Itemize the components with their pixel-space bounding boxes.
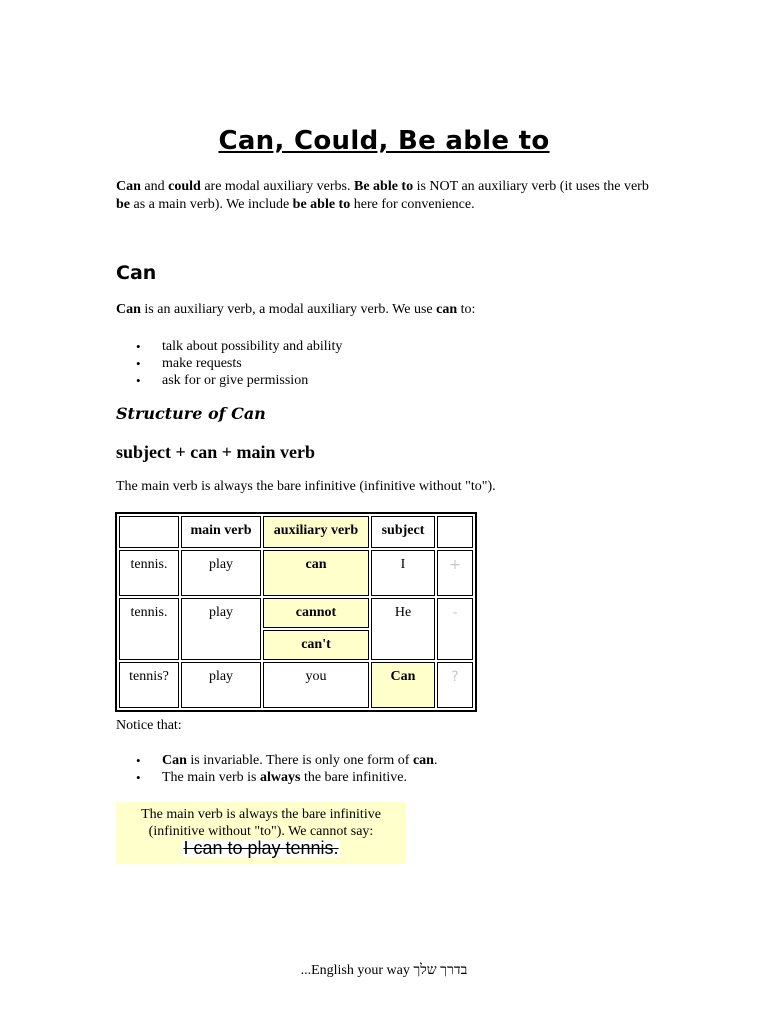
- note-line: The main verb is always the bare infinitive: [141, 807, 381, 822]
- structure-heading: Structure of Can: [116, 404, 266, 423]
- intro-text: Can: [116, 179, 141, 194]
- minus-symbol: -: [437, 598, 473, 660]
- main-verb-note: The main verb is always the bare infinitive (infinitive without "to").: [116, 479, 496, 494]
- table-cell: cannot: [263, 598, 369, 628]
- intro-text: is NOT an auxiliary verb (it uses the verb: [413, 179, 649, 194]
- list-item: • ask for or give permission: [162, 372, 342, 389]
- list-item: [162, 769, 437, 786]
- note-box: [116, 802, 406, 864]
- table-header: [119, 516, 179, 548]
- table-cell: I: [371, 550, 435, 596]
- structure-table: [116, 513, 476, 711]
- notice-text: .: [433, 753, 438, 768]
- list-item: [162, 752, 437, 769]
- intro-text: could: [168, 179, 201, 194]
- notice-text: can: [412, 753, 434, 768]
- table-cell: can't: [263, 630, 369, 660]
- notice-list: [116, 752, 437, 786]
- table-cell: tennis.: [119, 598, 179, 660]
- notice-text: Can: [162, 753, 187, 768]
- can-intro-text: Can: [116, 302, 141, 317]
- intro-paragraph: [116, 178, 661, 214]
- can-heading: Can: [116, 262, 157, 284]
- intro-text: are modal auxiliary verbs.: [200, 179, 354, 194]
- table-cell: play: [181, 550, 261, 596]
- table-cell: you: [263, 662, 369, 708]
- uses-list: [116, 338, 342, 389]
- can-intro-text: to:: [457, 302, 476, 317]
- notice-text: always: [259, 770, 301, 785]
- table-cell: tennis?: [119, 662, 179, 708]
- list-item: • make requests: [162, 355, 342, 372]
- table-row: [119, 516, 473, 548]
- notice-text: the bare infinitive.: [300, 770, 407, 785]
- page-title: Can, Could, Be able to: [218, 126, 550, 156]
- table-header: auxiliary verb: [263, 516, 369, 548]
- table-cell: play: [181, 662, 261, 708]
- plus-symbol: +: [437, 550, 473, 596]
- table-cell: Can: [371, 662, 435, 708]
- note-line: (infinitive without "to"). We cannot say:: [148, 824, 374, 839]
- table-row: [119, 662, 473, 708]
- table-cell: He: [371, 598, 435, 660]
- wrong-example: I can to play tennis.: [183, 838, 339, 858]
- can-intro-text: is an auxiliary verb, a modal auxiliary verb. We use: [140, 302, 437, 317]
- can-intro: [116, 302, 475, 318]
- intro-text: be: [116, 197, 130, 212]
- notice-label: Notice that:: [116, 718, 182, 733]
- intro-text: here for convenience.: [350, 197, 475, 212]
- question-symbol: ?: [437, 662, 473, 708]
- table-cell: can: [263, 550, 369, 596]
- table-header: [437, 516, 473, 548]
- notice-text: The main verb is: [162, 770, 260, 785]
- table-header: main verb: [181, 516, 261, 548]
- intro-text: be able to: [292, 197, 351, 212]
- can-intro-text: can: [436, 302, 458, 317]
- structure-formula: subject + can + main verb: [116, 442, 316, 462]
- table-cell: play: [181, 598, 261, 660]
- intro-text: Be able to: [353, 179, 414, 194]
- table-header: subject: [371, 516, 435, 548]
- table-cell: tennis.: [119, 550, 179, 596]
- table-row: [119, 550, 473, 596]
- footer: ...English your way בדרך שלך: [300, 963, 468, 978]
- list-item: • talk about possibility and ability: [162, 338, 342, 355]
- notice-text: is invariable. There is only one form of: [186, 753, 413, 768]
- table-row: [119, 598, 473, 628]
- intro-text: and: [140, 179, 169, 194]
- intro-text: as a main verb). We include: [130, 197, 293, 212]
